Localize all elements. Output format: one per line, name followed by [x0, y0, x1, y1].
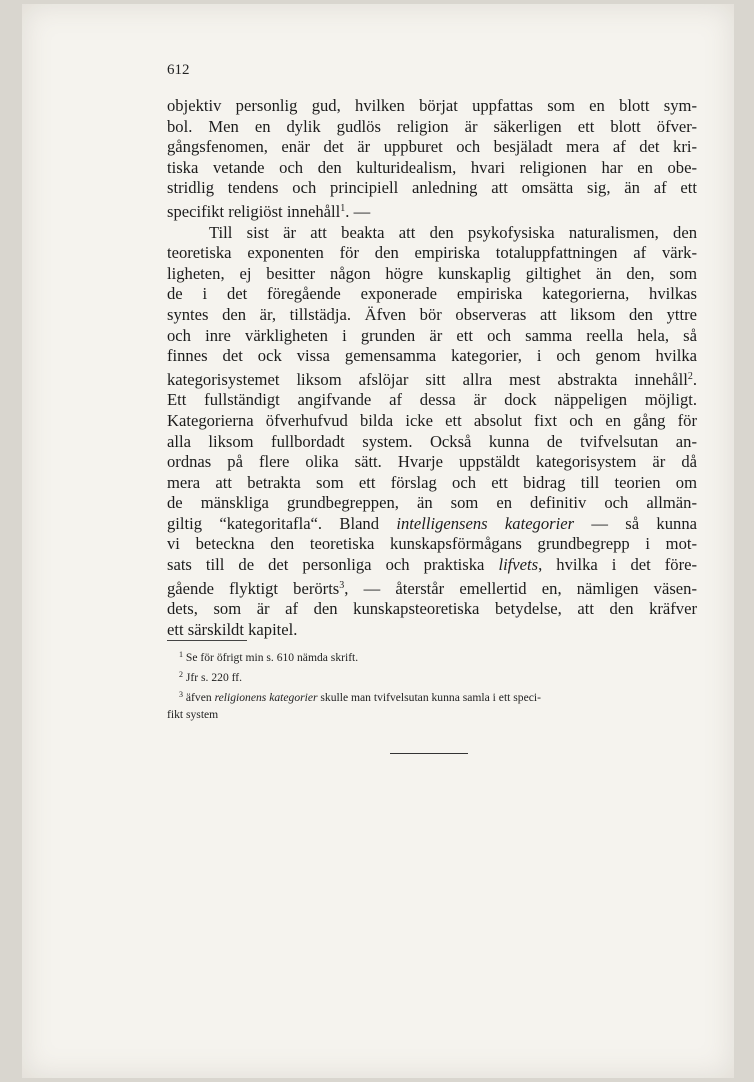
footnote-text: äfven: [185, 691, 212, 704]
text-line: gångsfenomen, enär det är uppburet och besjäladt mera af det kri-: [167, 137, 697, 157]
footnote-text: skulle man tvifvelsutan kunna samla i ett speci-: [320, 691, 541, 704]
text-line: tiska vetande och den kulturidealism, hvari religionen har en obe-: [167, 157, 697, 177]
text-line: alla liksom fullbordadt system. Också kunna de tvifvelsutan an-: [167, 431, 697, 451]
text-line: teoretiska exponenten för den empiriska totaluppfattningen af värk-: [167, 243, 697, 263]
text-fragment: gående flyktigt berörts: [167, 578, 340, 598]
text-line: mera att betrakta som ett förslag och ett bidrag till teorien om: [167, 472, 697, 492]
emphasis: intelligensens kategorier: [396, 513, 575, 533]
text-line: syntes den är, tillstädja. Äfven bör observeras att liksom den yttre: [167, 304, 697, 324]
text-line: Kategorierna öfverhufvud bilda icke ett absolut fixt och en gång för: [167, 410, 697, 430]
text-fragment: , hvilka i det före-: [538, 555, 697, 575]
footnote: [167, 646, 697, 666]
footnote-marker: 3: [339, 579, 345, 591]
text-fragment: sats till de det personliga och praktiska: [167, 555, 485, 575]
footnote-marker: 1: [340, 202, 346, 214]
text-line: [167, 199, 697, 223]
text-line: ligheten, ej besitter någon högre kunskaplig giltighet än den, som: [167, 263, 697, 283]
text-fragment: giltig “kategoritafla“. Bland: [167, 513, 380, 533]
text-line: stridlig tendens och principiell anledning att omsätta sig, än af ett: [167, 178, 697, 198]
text-fragment: , — återstår emellertid en, nämligen väsen-: [344, 578, 697, 598]
text-line: finnes det ock vissa gemensamma kategorier, i och genom hvilka: [167, 346, 697, 366]
text-line: Till sist är att beakta att den psykofysiska naturalismen, den: [209, 222, 697, 242]
book-page: [22, 4, 734, 1078]
footnote: [167, 666, 697, 686]
footnote-number: 2: [179, 670, 183, 679]
footnote-marker: 2: [687, 370, 693, 382]
text-line: vi beteckna den teoretiska kunskapsförmågans grundbegrepp i mot-: [167, 534, 697, 554]
footnote-continuation: fikt system: [167, 708, 219, 721]
emphasis: religionens: [214, 691, 267, 704]
text-line: [167, 576, 697, 600]
text-fragment: specifikt religiöst innehåll: [167, 201, 341, 221]
text-line: de mänskliga grundbegreppen, än som en definitiv och allmän-: [167, 493, 697, 513]
text-fragment: .: [692, 369, 697, 389]
text-line: objektiv personlig gud, hvilken börjat uppfattas som en blott sym-: [167, 96, 697, 115]
text-line: [167, 367, 697, 391]
text-line: bol. Men en dylik gudlös religion är säkerligen ett blott öfver-: [167, 116, 697, 136]
text-line: [167, 555, 697, 576]
text-fragment: — så kunna: [591, 513, 697, 533]
footnote: [167, 686, 697, 706]
end-divider: [390, 753, 468, 754]
text-line: ordnas på flere olika sätt. Hvarje uppstäldt kategorisystem är då: [167, 452, 697, 472]
footnotes: [167, 646, 697, 723]
text-line: ett särskildt kapitel.: [167, 619, 298, 639]
text-line: Ett fullständigt angifvande af dessa är dock näppeligen möjligt.: [167, 390, 697, 410]
text-line: dets, som är af den kunskapsteoretiska betydelse, att den kräfver: [167, 599, 697, 619]
footnote-number: 3: [179, 690, 183, 699]
emphasis: lifvets: [498, 555, 539, 575]
text-fragment: kategorisystemet liksom afslöjar sitt allra mest abstrakta innehåll: [167, 369, 688, 389]
text-fragment: . —: [345, 201, 371, 221]
text-line: och inre värkligheten i grunden är ett och samma reella hela, så: [167, 325, 697, 345]
footnote-text: Jfr s. 220 ff.: [185, 671, 243, 684]
emphasis: kategorier: [269, 691, 318, 704]
page-number: 612: [167, 62, 190, 78]
footnote-text: Se för öfrigt min s. 610 nämda skrift.: [185, 651, 359, 664]
footnote-number: 1: [179, 650, 183, 659]
text-line: de i det föregående exponerade empiriska kategorierna, hvilkas: [167, 284, 697, 304]
body-text: [167, 96, 697, 640]
text-line: [167, 514, 697, 535]
footnote-divider: [167, 640, 247, 641]
